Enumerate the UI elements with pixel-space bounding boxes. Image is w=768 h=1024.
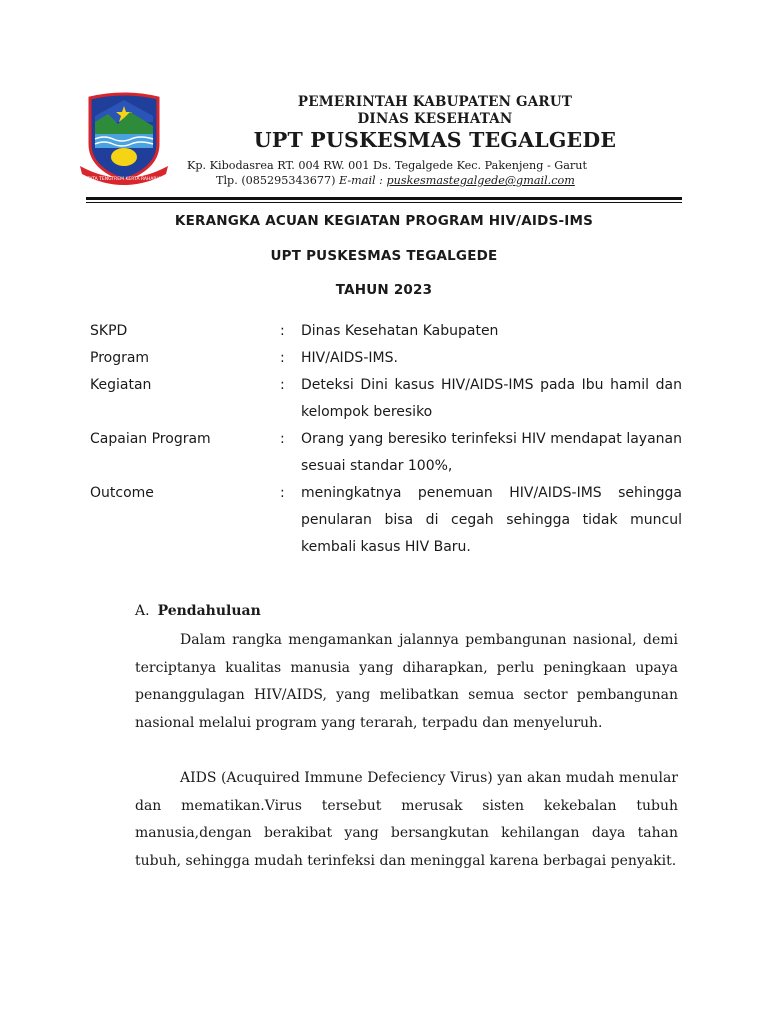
paragraph-text: Dalam rangka mengamankan jalannya pembangunan nasional, demi terciptanya kualitas manusia yang diharapkan, perlu peningkaan upaya penanggulagan HIV/AIDS, yang melibatkan semua sector pembangunan nasional melalui program yang terarah, terpadu dan menyeluruh. — [135, 632, 678, 731]
garut-regency-logo — [78, 92, 170, 188]
info-value: Dinas Kesehatan Kabupaten — [301, 323, 499, 339]
info-value: Orang yang beresiko terinfeksi HIV mendapat layanan sesuai standar 100%, — [301, 431, 682, 474]
document-subtitle: UPT PUSKESMAS TEGALGEDE — [270, 248, 498, 264]
info-colon: : — [280, 323, 285, 339]
phone-text: Tlp. (085295343677) — [216, 174, 336, 187]
info-label: Kegiatan — [90, 377, 152, 393]
info-row-skpd — [90, 318, 682, 345]
info-row-program — [90, 345, 682, 372]
info-row-capaian — [90, 426, 682, 480]
paragraph — [135, 765, 678, 875]
department-name: DINAS KESEHATAN — [357, 111, 513, 127]
info-value: meningkatnya penemuan HIV/AIDS-IMS sehingga penularan bisa di cegah sehingga tidak muncul kembali kasus HIV Baru. — [301, 485, 682, 555]
section-heading — [135, 603, 261, 619]
section-number: A. — [135, 603, 150, 619]
info-row-kegiatan — [90, 372, 682, 426]
email-link[interactable]: puskesmastegalgede@gmail.com — [386, 174, 575, 187]
info-label: Outcome — [90, 485, 154, 501]
contact-line — [216, 174, 575, 187]
program-info-table — [90, 318, 682, 561]
logo-motto-text: TATA TENGTREM KERTA RAHARJA — [87, 177, 161, 182]
paragraph — [135, 627, 678, 737]
document-year: TAHUN 2023 — [335, 282, 433, 298]
section-title: Pendahuluan — [157, 603, 261, 619]
document-title: KERANGKA ACUAN KEGIATAN PROGRAM HIV/AIDS-IMS — [174, 213, 594, 229]
letterhead-rule-thick — [86, 197, 682, 200]
info-value: HIV/AIDS-IMS. — [301, 350, 398, 366]
info-label: Capaian Program — [90, 431, 211, 447]
info-colon: : — [280, 485, 285, 501]
paragraph-text: AIDS (Acuquired Immune Defeciency Virus) yan akan mudah menular dan mematikan.Virus tersebut merusak sisten kekebalan tubuh manusia,dengan berakibat yang bersangkutan kehilangan daya tahan tubuh, sehingga mudah terinfeksi dan meninggal karena berbagai penyakit. — [135, 770, 678, 869]
info-label: SKPD — [90, 323, 128, 339]
info-label: Program — [90, 350, 150, 366]
info-colon: : — [280, 350, 285, 366]
government-name: PEMERINTAH KABUPATEN GARUT — [297, 94, 573, 110]
unit-name: UPT PUSKESMAS TEGALGEDE — [253, 128, 617, 152]
email-label: E-mail : — [339, 174, 383, 187]
address-line: Kp. Kibodasrea RT. 004 RW. 001 Ds. Tegalgede Kec. Pakenjeng - Garut — [187, 159, 587, 172]
info-row-outcome — [90, 480, 682, 561]
letterhead-rule-thin — [86, 202, 682, 203]
info-colon: : — [280, 377, 285, 393]
info-colon: : — [280, 431, 285, 447]
info-value: Deteksi Dini kasus HIV/AIDS-IMS pada Ibu hamil dan kelompok beresiko — [301, 377, 682, 420]
